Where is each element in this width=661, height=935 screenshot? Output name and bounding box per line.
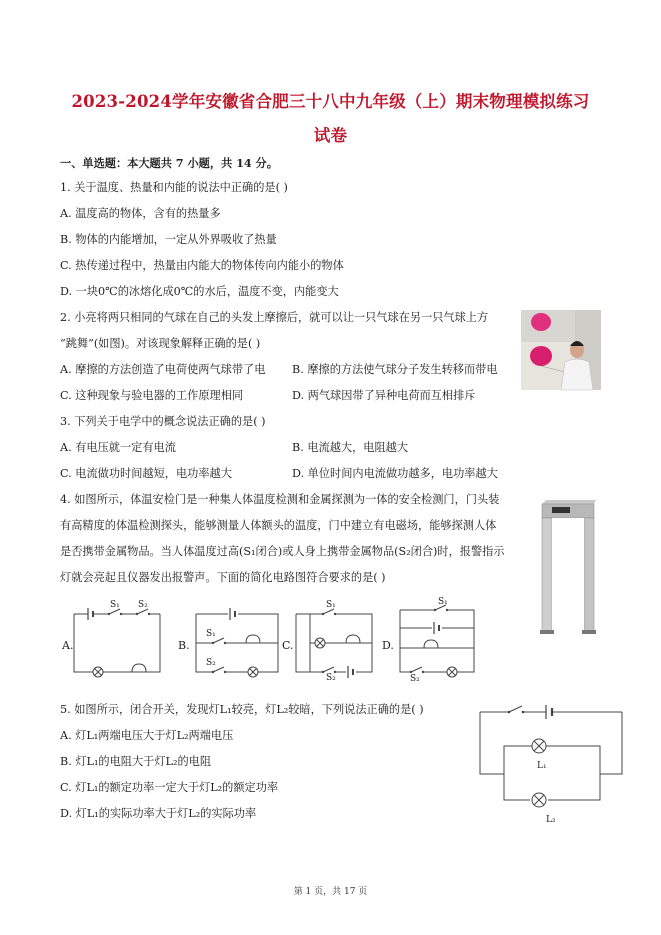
- circuit-b-s1: S₁: [206, 629, 216, 639]
- circuit-b-s2: S₂: [206, 658, 216, 668]
- page-title-line2: 试卷: [313, 126, 348, 145]
- circuit-a-s1: S₁: [110, 600, 120, 610]
- circuit-a-s2: S₂: [138, 600, 148, 610]
- q2-option-b: B. 摩擦的方法使气球分子发生转移而带电: [292, 363, 498, 376]
- circuit-a-label: A.: [62, 639, 74, 652]
- q5-stem: 5. 如图所示，闭合开关，发现灯L₁较亮，灯L₂较暗，下列说法正确的是( ): [60, 703, 424, 716]
- q3-option-d: D. 单位时间内电流做功越多，电功率越大: [292, 467, 498, 480]
- q2-stem-1: 2. 小亮将两只相同的气球在自己的头发上摩擦后，就可以让一只气球在另一只气球上方: [60, 311, 489, 324]
- q1-option-d: D. 一块0℃的冰熔化成0℃的水后，温度不变，内能变大: [60, 285, 339, 298]
- q1-stem: 1. 关于温度、热量和内能的说法中正确的是( ): [60, 181, 288, 194]
- q3-option-c: C. 电流做功时间越短，电功率越大: [60, 467, 232, 480]
- q2-stem-2: “跳舞”(如图)。对该现象解释正确的是( ): [60, 337, 261, 350]
- circuit-d-label: D.: [382, 639, 394, 652]
- q1-option-a: A. 温度高的物体，含有的热量多: [60, 207, 221, 220]
- circuit-c: [282, 600, 392, 682]
- q5-option-d: D. 灯L₁的实际功率大于灯L₂的实际功率: [60, 807, 257, 820]
- section-heading: 一、单选题：本大题共 7 小题，共 14 分。: [60, 156, 278, 170]
- q5-option-b: B. 灯L₁的电阻大于灯L₂的电阻: [60, 755, 212, 768]
- q5-option-a: A. 灯L₁两端电压大于灯L₂两端电压: [60, 729, 234, 742]
- q4-stem-4: 灯就会亮起且仪器发出报警声。下面的简化电路图符合要求的是( ): [60, 571, 386, 584]
- page-title: 2023-2024学年安徽省合肥三十八中九年级（上）期末物理模拟练习: [71, 92, 590, 111]
- q4-stem-1: 4. 如图所示，体温安检门是一种集人体温度检测和金属探测为一体的安全检测门，门头装: [60, 493, 500, 506]
- q2-option-a: A. 摩擦的方法创造了电荷使两气球带了电: [60, 363, 266, 376]
- circuit-a: [60, 600, 170, 682]
- q3-option-b: B. 电流越大，电阻越大: [292, 441, 409, 454]
- security-gate-image: [538, 494, 598, 636]
- q5-circuit: [476, 700, 626, 828]
- page-footer: 第 1 页，共 17 页: [293, 887, 368, 897]
- circuit-d-s1: S₁: [438, 597, 448, 607]
- q5-lamp-l1-label: L₁: [537, 761, 547, 771]
- q1-option-b: B. 物体的内能增加，一定从外界吸收了热量: [60, 233, 277, 246]
- balloon-photo: [521, 310, 601, 390]
- circuit-b: [176, 600, 286, 682]
- circuit-c-s2: S₂: [326, 673, 336, 683]
- q2-option-c: C. 这种现象与验电器的工作原理相同: [60, 389, 244, 402]
- circuit-c-label: C.: [282, 639, 294, 652]
- q4-stem-3: 是否携带金属物品。当人体温度过高(S₁闭合)或人身上携带金属物品(S₂闭合)时，报警指示: [60, 545, 505, 558]
- circuit-d-s2: S₂: [410, 674, 420, 684]
- q4-stem-2: 有高精度的体温检测探头，能够测量人体额头的温度，门中建立有电磁场，能够探测人体: [60, 519, 497, 532]
- q3-option-a: A. 有电压就一定有电流: [60, 441, 176, 454]
- q1-option-c: C. 热传递过程中，热量由内能大的物体传向内能小的物体: [60, 259, 344, 272]
- q5-option-c: C. 灯L₁的额定功率一定大于灯L₂的额定功率: [60, 781, 279, 794]
- q3-stem: 3. 下列关于电学中的概念说法正确的是( ): [60, 415, 266, 428]
- q5-lamp-l2-label: L₂: [546, 815, 556, 825]
- circuit-d: [380, 597, 490, 684]
- circuit-b-label: B.: [178, 639, 190, 652]
- q2-option-d: D. 两气球因带了异种电荷而互相排斥: [292, 389, 476, 402]
- circuit-c-s1: S₁: [326, 600, 336, 610]
